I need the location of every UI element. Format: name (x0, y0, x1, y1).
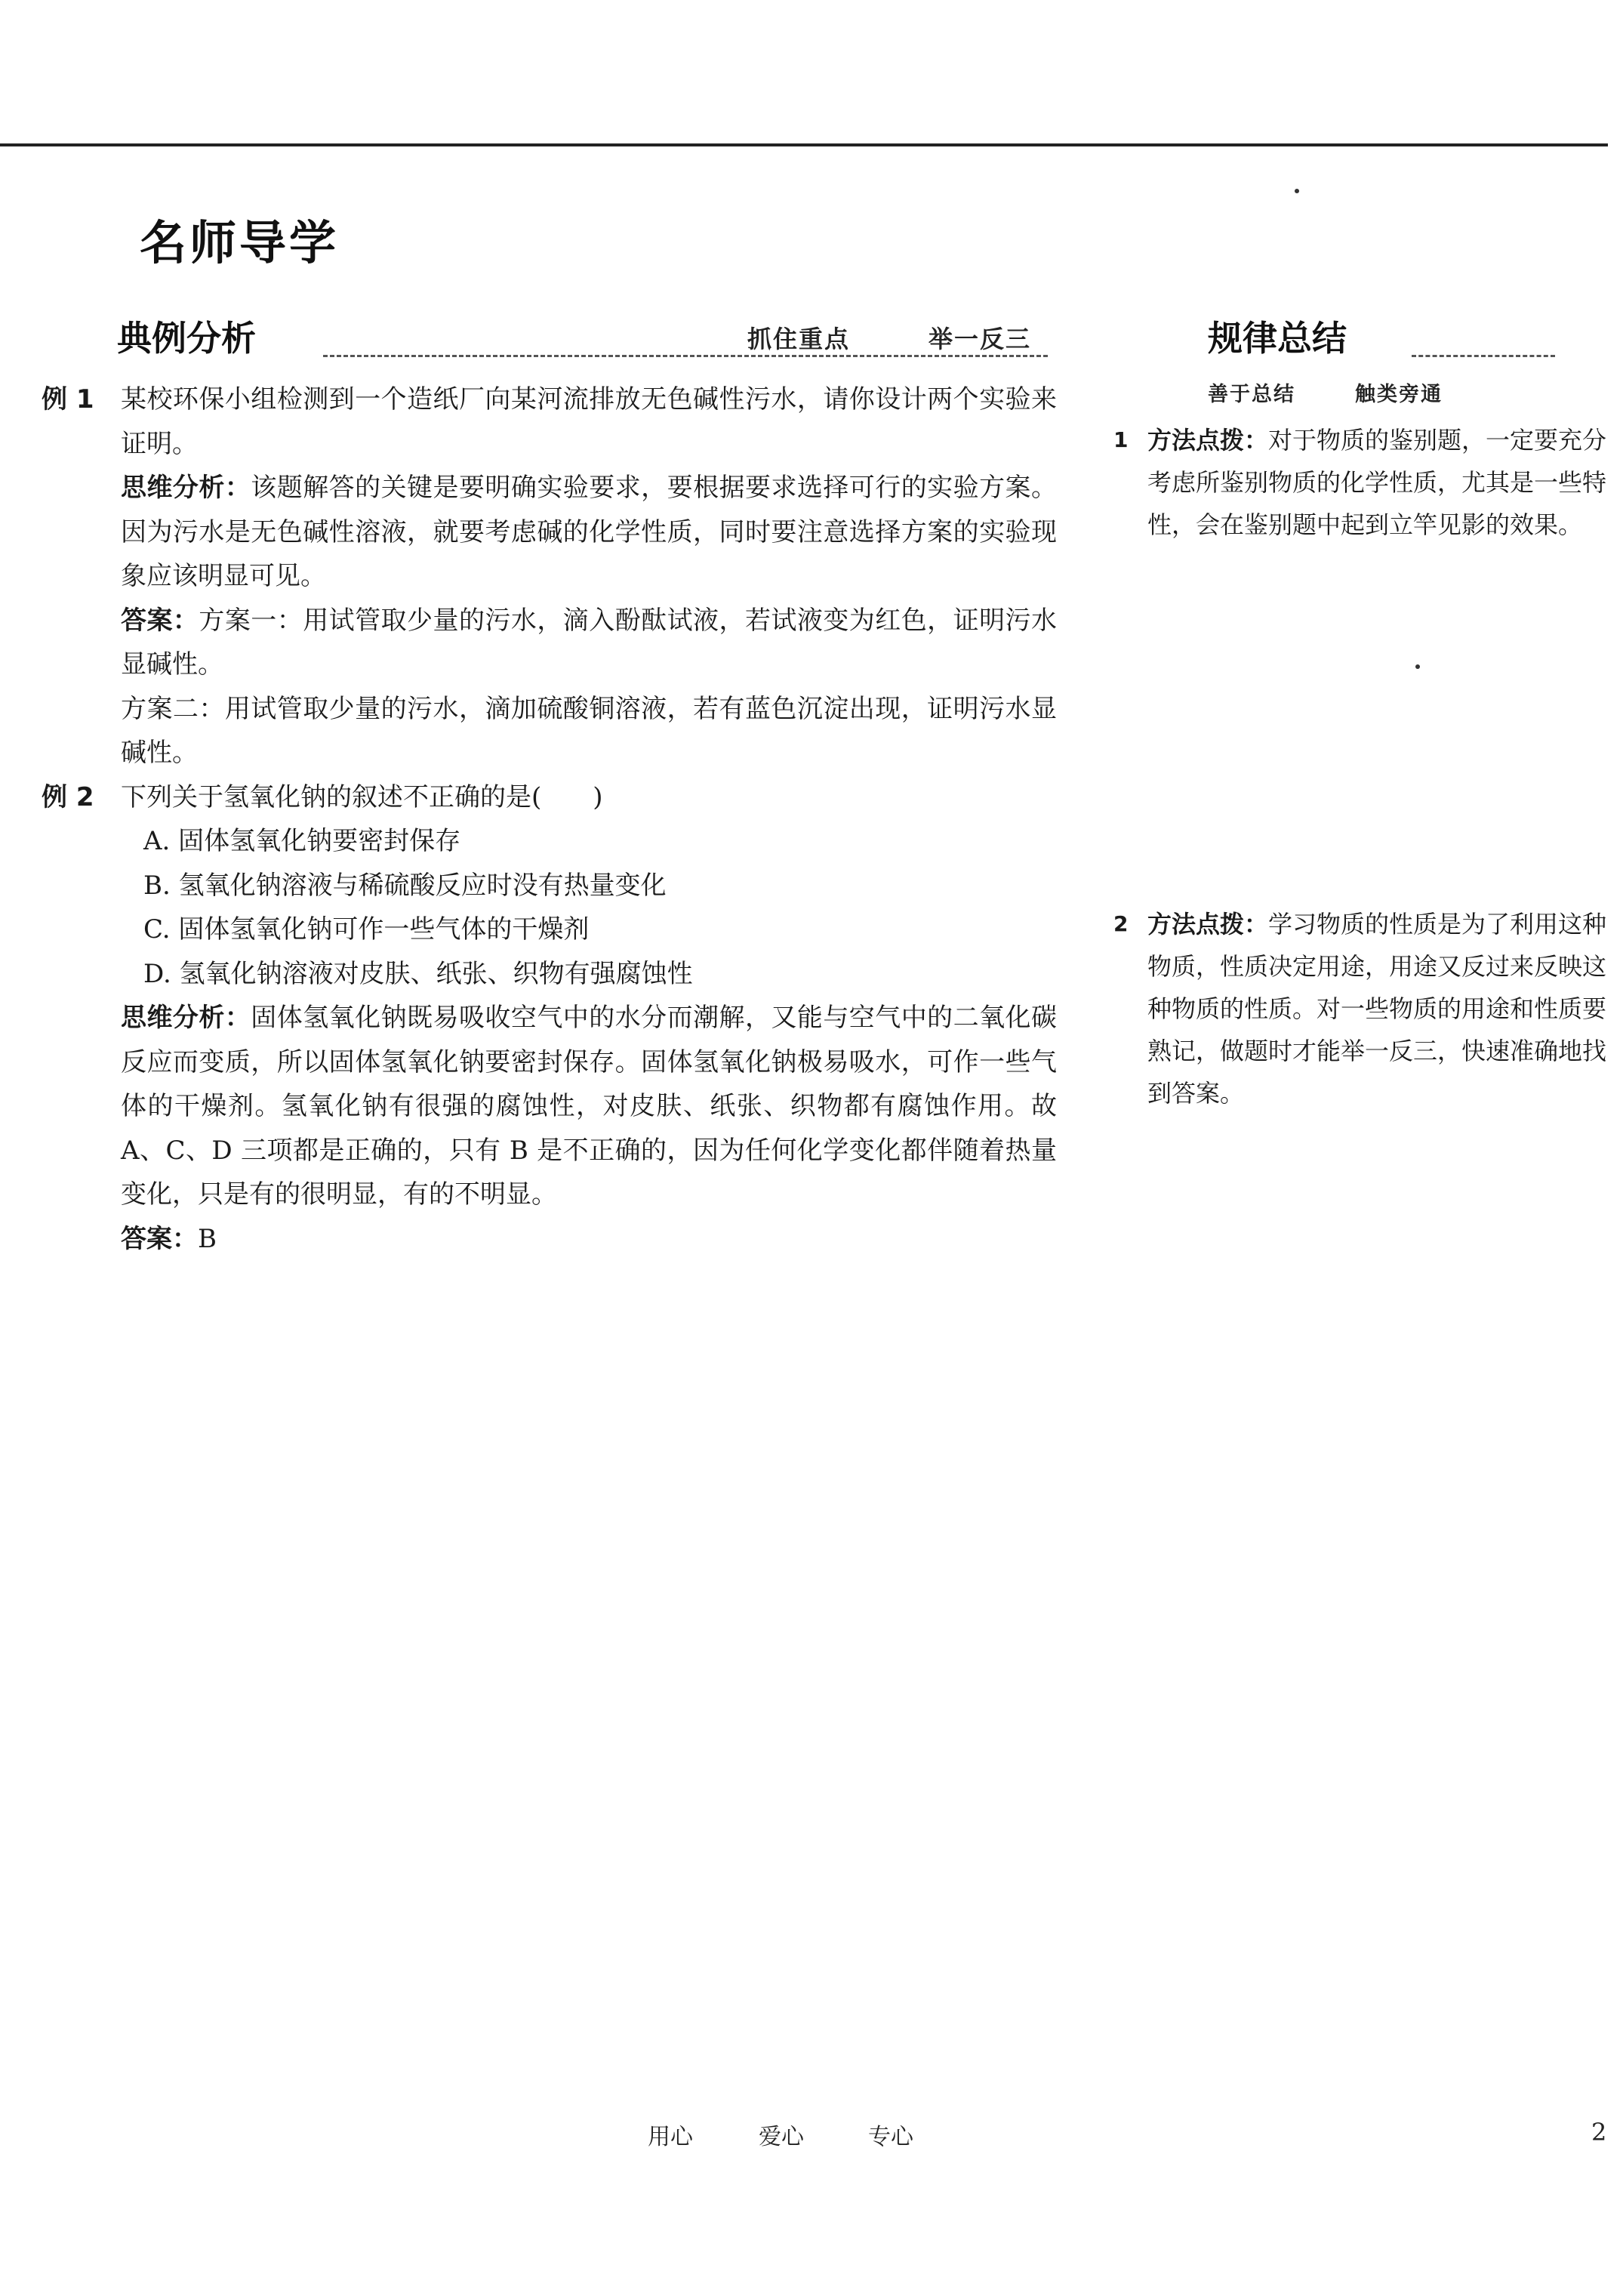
tip-1-number: 1 (1113, 427, 1129, 452)
right-section-tag-2: 触类旁通 (1355, 383, 1443, 406)
left-section-tag-1: 抓住重点 (747, 325, 851, 353)
option-d: D. 氢氧化钠溶液对皮肤、纸张、织物有强腐蚀性 (143, 958, 693, 989)
example-2-number: 例 2 (42, 781, 94, 812)
example-2-answer (121, 1217, 1057, 1262)
example-1-answer-1 (121, 599, 1057, 687)
left-section-heading: 典例分析 (117, 318, 256, 359)
example-1-question: 某校环保小组检测到一个造纸厂向某河流排放无色碱性污水，请你设计两个实验来证明。 (121, 384, 1057, 459)
tip-2-number: 2 (1113, 911, 1129, 936)
analysis-label: 思维分析： (121, 473, 251, 503)
example-2 (42, 775, 1057, 1262)
example-2-answer-text: B (198, 1223, 217, 1254)
example-2-analysis-text: 固体氢氧化钠既易吸收空气中的水分而潮解，又能与空气中的二氧化碳反应而变质，所以固体氢氧化钠要密封保存。固体氢氧化钠极易吸水，可作一些气体的干燥剂。氢氧化钠有很强的腐蚀性，对皮肤、纸张、织物都有腐蚀作用。故 A、C、D 三项都是正确的，只有 B 是不正确的，因为任何化学变化都伴随着热量变化，只是有的很明显，有的不明显。 (121, 1003, 1058, 1210)
right-section-rule (1412, 355, 1555, 357)
left-section-tag-2: 举一反三 (929, 325, 1032, 353)
tip-1-label: 方法点拨： (1147, 426, 1269, 455)
analysis-label: 思维分析： (121, 1003, 251, 1033)
examples-column (42, 378, 1057, 1261)
example-2-question: 下列关于氢氧化钠的叙述不正确的是( ) (121, 781, 603, 812)
example-2-analysis (121, 996, 1057, 1217)
page-number: 2 (1591, 2118, 1607, 2147)
left-section-rule (323, 355, 1048, 357)
tip-2-text: 学习物质的性质是为了利用这种物质，性质决定用途，用途又反过来反映这种物质的性质。对一些物质的用途和性质要熟记，做题时才能举一反三，快速准确地找到答案。 (1147, 910, 1607, 1108)
footer-motto-3: 专心 (868, 2124, 913, 2150)
option-a: A. 固体氢氧化钠要密封保存 (143, 826, 461, 856)
tip-1-text: 对于物质的鉴别题，一定要充分考虑所鉴别物质的化学性质，尤其是一些特性，会在鉴别题中起到立竿见影的效果。 (1147, 426, 1607, 539)
example-1-answer-1-text: 方案一：用试管取少量的污水，滴入酚酞试液，若试液变为红色，证明污水显碱性。 (121, 605, 1058, 680)
option-c: C. 固体氢氧化钠可作一些气体的干燥剂 (143, 914, 590, 945)
option-b: B. 氢氧化钠溶液与稀硫酸反应时没有热量变化 (143, 870, 667, 901)
example-1 (42, 378, 1057, 775)
tip-2 (1113, 903, 1608, 1114)
scan-speck (1415, 664, 1420, 669)
tip-2-label: 方法点拨： (1147, 910, 1269, 938)
page-title: 名师导学 (140, 215, 340, 270)
answer-label: 答案： (121, 605, 199, 636)
right-section-tag-1: 善于总结 (1208, 383, 1295, 406)
footer-motto-1: 用心 (648, 2124, 693, 2150)
example-1-answer-2: 方案二：用试管取少量的污水，滴加硫酸铜溶液，若有蓝色沉淀出现，证明污水显碱性。 (121, 693, 1057, 768)
top-rule (0, 143, 1608, 146)
example-1-analysis (121, 466, 1057, 599)
right-section-heading: 规律总结 (1208, 318, 1347, 359)
scan-speck (1295, 189, 1299, 193)
example-1-number: 例 1 (42, 384, 94, 415)
answer-label: 答案： (121, 1223, 198, 1254)
example-1-analysis-text: 该题解答的关键是要明确实验要求，要根据要求选择可行的实验方案。因为污水是无色碱性溶液，就要考虑碱的化学性质，同时要注意选择方案的实验现象应该明显可见。 (121, 473, 1058, 591)
footer-motto-2: 爱心 (759, 2124, 804, 2150)
tip-1 (1113, 419, 1608, 546)
